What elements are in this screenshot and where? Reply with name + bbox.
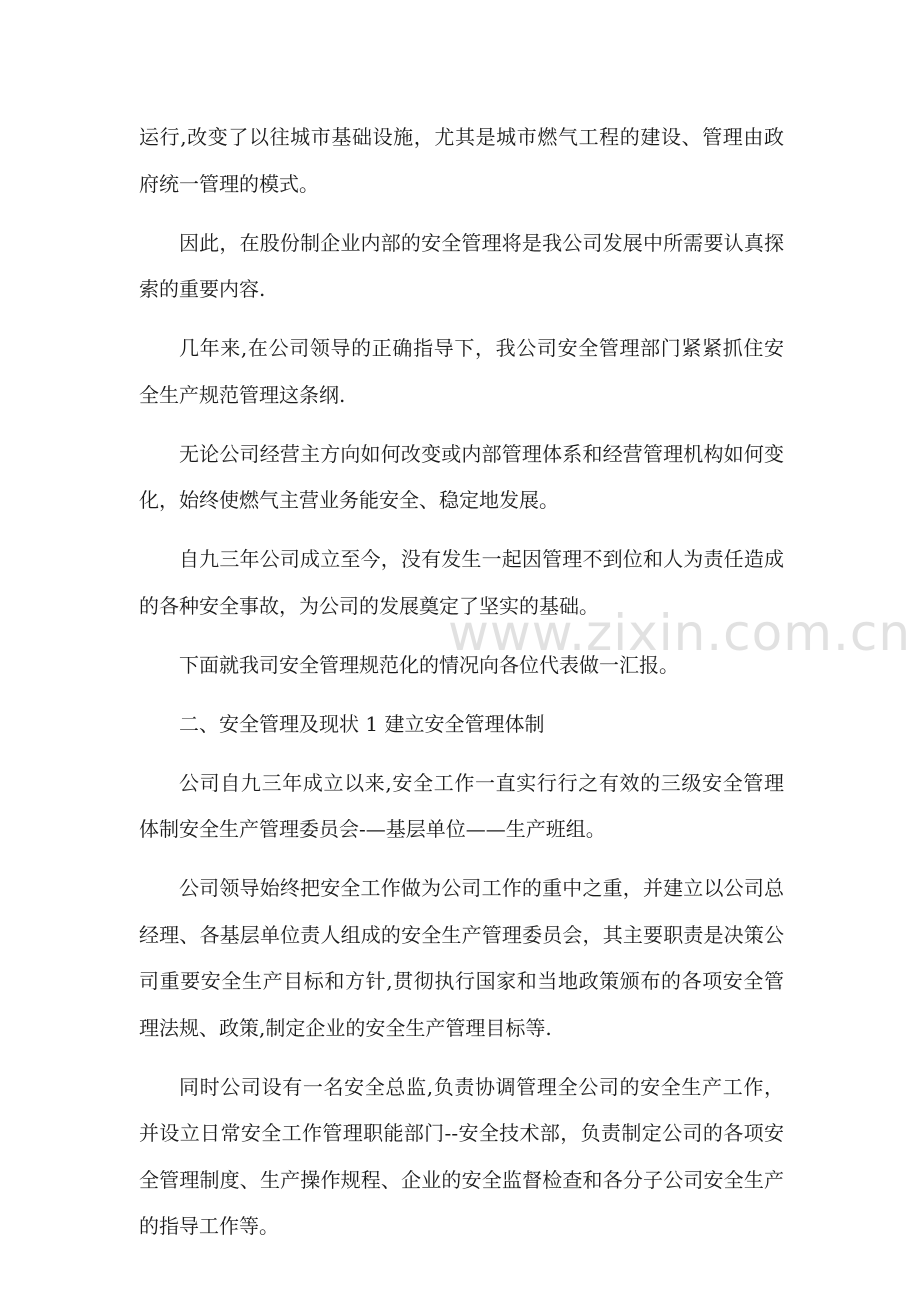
paragraph-4: 无论公司经营主方向如何改变或内部管理体系和经营管理机构如何变化，始终使燃气主营业务能安全、稳定地发展。 bbox=[139, 441, 784, 512]
paragraph-1: 运行,改变了以往城市基础设施，尤其是城市燃气工程的建设、管理由政府统一管理的模式。 bbox=[139, 125, 784, 196]
paragraph-6: 下面就我司安全管理规范化的情况向各位代表做一汇报。 bbox=[179, 652, 679, 677]
document-body bbox=[139, 114, 784, 1262]
paragraph-5: 自九三年公司成立至今，没有发生一起因管理不到位和人为责任造成的各种安全事故，为公司的发展奠定了坚实的基础。 bbox=[139, 547, 784, 618]
paragraph-9: 同时公司设有一名安全总监,负责协调管理全公司的安全生产工作，并设立日常安全工作管理职能部门--安全技术部，负责制定公司的各项安全管理制度、生产操作规程、企业的安全监督检查和各分子公司安全生产的指导工作等。 bbox=[139, 1074, 784, 1238]
paragraph-7: 公司自九三年成立以来,安全工作一直实行行之有效的三级安全管理体制安全生产管理委员会-—基层单位——生产班组。 bbox=[139, 770, 784, 841]
paragraph-8: 公司领导始终把安全工作做为公司工作的重中之重，并建立以公司总经理、各基层单位责人组成的安全生产管理委员会，其主要职责是决策公司重要安全生产目标和方针,贯彻执行国家和当地政策颁布的各项安全管理法规、政策,制定企业的安全生产管理目标等. bbox=[139, 876, 784, 1040]
paragraph-2: 因此，在股份制企业内部的安全管理将是我公司发展中所需要认真探索的重要内容. bbox=[139, 230, 784, 301]
section-heading: 二、安全管理及现状 1 建立安全管理体制 bbox=[179, 711, 545, 736]
paragraph-3: 几年来,在公司领导的正确指导下，我公司安全管理部门紧紧抓住安全生产规范管理这条纲. bbox=[139, 336, 784, 407]
watermark: www.zixin.com.cn bbox=[448, 604, 912, 662]
